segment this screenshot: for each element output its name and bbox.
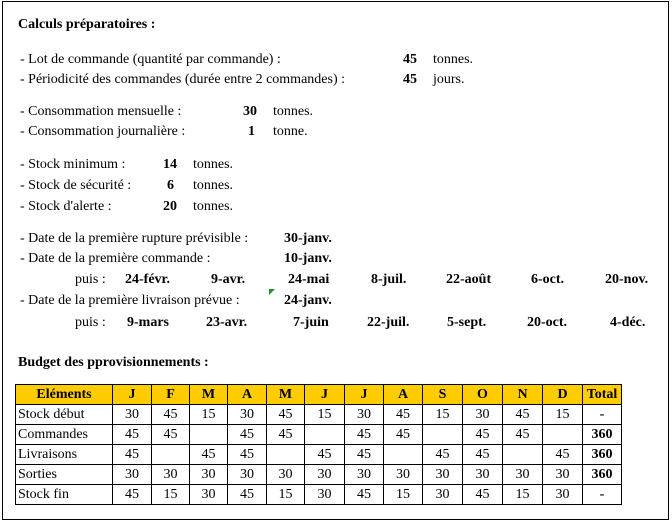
table-cell: [423, 425, 463, 445]
table-cell: 30: [113, 465, 152, 485]
value-conso-journaliere: 1: [248, 124, 255, 139]
table-cell: 45: [228, 485, 267, 505]
row-label: Commandes: [16, 425, 113, 445]
table-header-cell: F: [152, 385, 190, 405]
value-premiere-commande: 10-janv.: [284, 251, 332, 266]
table-cell: [384, 445, 423, 465]
date-livraison-2: 23-avr.: [206, 315, 248, 330]
table-header-cell: M: [267, 385, 305, 405]
table-header-row: [16, 385, 622, 405]
table-cell: 30: [463, 405, 503, 425]
table-cell: 45: [384, 405, 423, 425]
table-cell: 30: [345, 405, 384, 425]
value-stock-alerte: 20: [163, 199, 177, 214]
table-cell: 45: [228, 425, 267, 445]
table-cell: 15: [305, 405, 345, 425]
table-cell: 30: [228, 405, 267, 425]
label-periodicite: - Périodicité des commandes (durée entre 2 commandes) :: [20, 72, 345, 87]
row-label: Stock fin: [16, 485, 113, 505]
row-label: Sorties: [16, 465, 113, 485]
table-header-cell: J: [345, 385, 384, 405]
budget-table: [15, 384, 622, 505]
table-cell: 45: [503, 425, 543, 445]
table-cell: 45: [228, 445, 267, 465]
table-cell: 30: [228, 465, 267, 485]
table-row: [16, 425, 622, 445]
unit-conso-mensuelle: tonnes.: [273, 104, 314, 119]
date-commande-2: 9-avr.: [211, 272, 246, 287]
row-total: 360: [583, 465, 622, 485]
date-commande-7: 20-nov.: [605, 272, 649, 287]
table-cell: 45: [267, 405, 305, 425]
table-cell: 45: [463, 485, 503, 505]
table-header-cell: Eléments: [16, 385, 113, 405]
table-cell: 30: [384, 465, 423, 485]
label-stock-securite: - Stock de sécurité :: [20, 178, 132, 193]
table-cell: 30: [463, 465, 503, 485]
date-commande-3: 24-mai: [288, 272, 330, 287]
label-conso-journaliere: - Consommation journalière :: [20, 124, 186, 139]
table-cell: 45: [384, 425, 423, 445]
section-title-budget: Budget des pprovisionnements :: [18, 355, 209, 370]
comment-marker-icon: [269, 289, 275, 295]
table-cell: 45: [503, 405, 543, 425]
table-row: [16, 465, 622, 485]
date-commande-6: 6-oct.: [531, 272, 565, 287]
table-row: [16, 445, 622, 465]
label-stock-alerte: - Stock d'alerte :: [20, 199, 112, 214]
table-cell: 15: [543, 405, 583, 425]
table-cell: 45: [152, 425, 190, 445]
table-row: [16, 485, 622, 505]
table-cell: 45: [345, 425, 384, 445]
table-cell: 30: [267, 465, 305, 485]
table-cell: 30: [503, 465, 543, 485]
table-cell: 45: [423, 445, 463, 465]
row-label: Stock début: [16, 405, 113, 425]
date-livraison-4: 22-juil.: [367, 315, 410, 330]
table-cell: 15: [267, 485, 305, 505]
value-lot: 45: [403, 52, 417, 67]
table-cell: 45: [152, 405, 190, 425]
table-cell: 30: [345, 465, 384, 485]
date-commande-4: 8-juil.: [371, 272, 407, 287]
row-total: 360: [583, 425, 622, 445]
table-cell: 30: [190, 485, 228, 505]
table-cell: [190, 425, 228, 445]
table-cell: [305, 425, 345, 445]
label-rupture: - Date de la première rupture prévisible :: [20, 231, 249, 246]
table-header-cell: J: [113, 385, 152, 405]
table-cell: 45: [345, 445, 384, 465]
table-cell: [267, 445, 305, 465]
table-cell: 30: [423, 465, 463, 485]
document-frame: [2, 1, 669, 520]
table-header-cell: D: [543, 385, 583, 405]
table-cell: [503, 445, 543, 465]
table-cell: 45: [543, 445, 583, 465]
table-cell: 15: [423, 405, 463, 425]
table-cell: 45: [113, 485, 152, 505]
value-periodicite: 45: [403, 72, 417, 87]
label-stock-minimum: - Stock minimum :: [20, 157, 126, 172]
table-cell: 45: [190, 445, 228, 465]
table-cell: 30: [423, 485, 463, 505]
unit-lot: tonnes.: [433, 52, 474, 67]
value-conso-mensuelle: 30: [243, 104, 257, 119]
date-livraison-6: 20-oct.: [527, 315, 568, 330]
label-puis-livraisons: puis :: [75, 315, 106, 330]
table-header-cell: M: [190, 385, 228, 405]
row-label: Livraisons: [16, 445, 113, 465]
table-header-cell: J: [305, 385, 345, 405]
label-lot: - Lot de commande (quantité par commande) :: [20, 52, 281, 67]
table-cell: 30: [543, 465, 583, 485]
table-cell: 45: [113, 425, 152, 445]
date-livraison-5: 5-sept.: [447, 315, 487, 330]
label-conso-mensuelle: - Consommation mensuelle :: [20, 104, 182, 119]
table-header-cell: Total: [583, 385, 622, 405]
date-commande-1: 24-févr.: [125, 272, 170, 287]
table-header-cell: O: [463, 385, 503, 405]
label-premiere-livraison: - Date de la première livraison prévue :: [20, 293, 240, 308]
table-cell: 45: [305, 445, 345, 465]
table-cell: 30: [152, 465, 190, 485]
table-cell: 45: [113, 445, 152, 465]
section-title-calculs: Calculs préparatoires :: [18, 17, 156, 32]
table-cell: 15: [503, 485, 543, 505]
value-premiere-livraison: 24-janv.: [284, 293, 332, 308]
row-total: -: [583, 405, 622, 425]
table-cell: 15: [384, 485, 423, 505]
label-premiere-commande: - Date de la première commande :: [20, 251, 211, 266]
table-cell: 45: [463, 445, 503, 465]
table-header-cell: N: [503, 385, 543, 405]
table-cell: 30: [543, 485, 583, 505]
table-cell: 30: [113, 405, 152, 425]
table-header-cell: S: [423, 385, 463, 405]
table-cell: [543, 425, 583, 445]
date-livraison-7: 4-déc.: [610, 315, 646, 330]
date-livraison-3: 7-juin: [293, 315, 329, 330]
table-cell: 45: [345, 485, 384, 505]
table-cell: 15: [152, 485, 190, 505]
value-stock-minimum: 14: [163, 157, 177, 172]
date-commande-5: 22-août: [446, 272, 492, 287]
table-header-cell: A: [384, 385, 423, 405]
unit-periodicite: jours.: [433, 72, 465, 87]
table-header-cell: A: [228, 385, 267, 405]
row-total: -: [583, 485, 622, 505]
unit-stock-securite: tonnes.: [193, 178, 234, 193]
unit-stock-alerte: tonnes.: [193, 199, 234, 214]
table-cell: 30: [305, 485, 345, 505]
table-cell: [152, 445, 190, 465]
date-livraison-1: 9-mars: [127, 315, 169, 330]
table-cell: 15: [190, 405, 228, 425]
row-total: 360: [583, 445, 622, 465]
unit-conso-journaliere: tonne.: [273, 124, 308, 139]
table-cell: 45: [463, 425, 503, 445]
table-cell: 30: [190, 465, 228, 485]
value-stock-securite: 6: [167, 178, 174, 193]
value-rupture: 30-janv.: [284, 231, 332, 246]
unit-stock-minimum: tonnes.: [193, 157, 234, 172]
table-cell: 30: [305, 465, 345, 485]
table-row: [16, 405, 622, 425]
table-cell: 45: [267, 425, 305, 445]
label-puis-commandes: puis :: [75, 272, 106, 287]
